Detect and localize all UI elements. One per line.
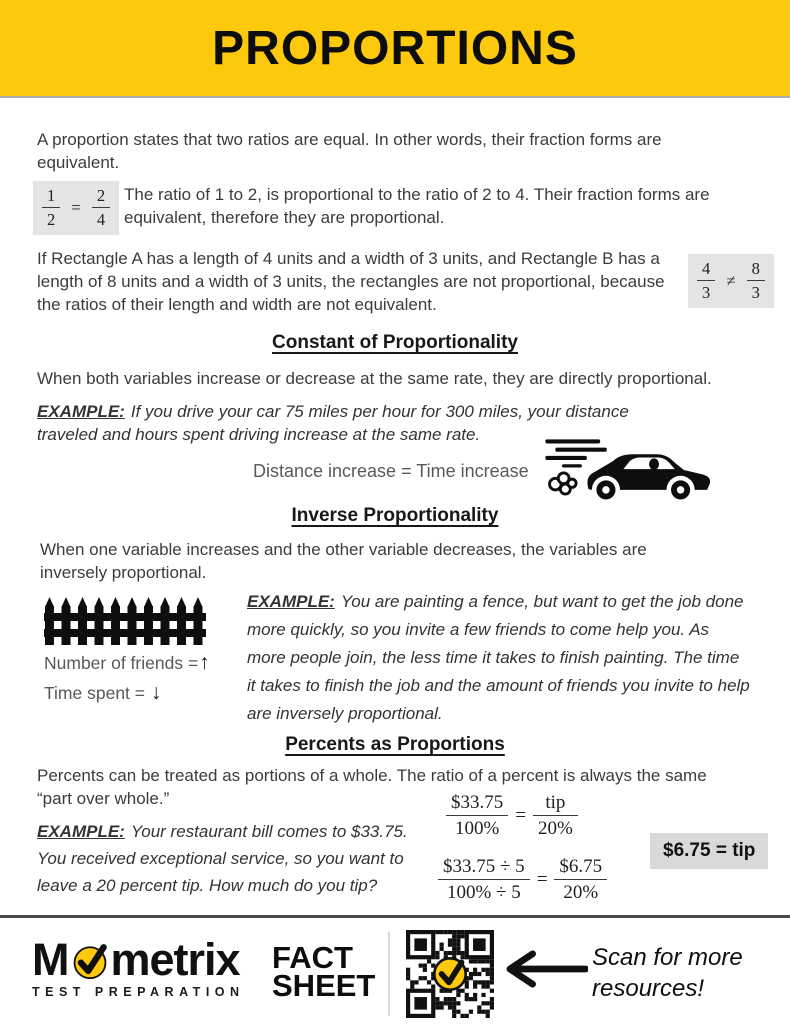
fraction [697, 259, 715, 303]
intro-paragraph: A proportion states that two ratios are equal. In other words, their fraction forms are equivalent. [37, 130, 662, 172]
example-text: If you drive your car 75 miles per hour for 300 miles, your distance traveled and hours spent driving increase at the same rate. [37, 402, 629, 444]
fraction-numerator: 2 [92, 186, 110, 208]
footer-divider [0, 915, 790, 918]
fraction-numerator: 8 [747, 259, 765, 281]
fact-sheet-label: FACT SHEET [272, 940, 376, 1003]
fraction [438, 856, 530, 904]
car-icon [540, 436, 715, 509]
fraction [446, 792, 508, 840]
left-arrow-icon [502, 950, 588, 993]
example-label: EXAMPLE: [37, 822, 125, 841]
logo-text-m: M [32, 934, 69, 985]
fraction [554, 856, 607, 904]
time-decrease-label: Time spent = ↓ [44, 681, 162, 704]
answer-box: $6.75 = tip [650, 833, 768, 869]
qr-code-icon [406, 930, 494, 1018]
fraction-numerator: $33.75 ÷ 5 [438, 856, 530, 880]
inverse-example [247, 588, 752, 728]
fence-icon [44, 596, 206, 651]
tip-proportion-equation [446, 792, 578, 840]
distance-time-equation: Distance increase = Time increase [253, 461, 529, 481]
example-text: Your restaurant bill comes to $33.75. You received exceptional service, so you want to leave a 20 percent tip. How much do you tip? [37, 822, 408, 895]
header-banner [0, 0, 790, 98]
ratio-explanation: The ratio of 1 to 2, is proportional to the ratio of 2 to 4. Their fraction forms are equivalent, therefore they are proportional. [124, 185, 710, 227]
logo-subtitle: TEST PREPARATION [32, 985, 245, 999]
down-arrow-icon: ↓ [150, 681, 162, 704]
relation-symbol: ≠ [726, 271, 736, 290]
check-circle-icon [70, 938, 110, 982]
fraction [533, 792, 578, 840]
relation-symbol: = [515, 805, 526, 826]
constant-paragraph: When both variables increase or decrease at the same rate, they are directly proportional. [37, 369, 712, 388]
fraction-box-half-equals [33, 181, 119, 235]
heading-inverse-proportionality: Inverse Proportionality [291, 505, 499, 526]
example-label: EXAMPLE: [247, 592, 335, 611]
heading-constant-of-proportionality: Constant of Proportionality [272, 332, 518, 353]
example-label: EXAMPLE: [37, 402, 125, 421]
fraction-numerator: 1 [42, 186, 60, 208]
scan-for-more-text: Scan for more resources! [592, 944, 743, 1002]
percents-paragraph: Percents can be treated as portions of a whole. The ratio of a percent is always the same “part over whole.” [37, 766, 707, 808]
friends-increase-label: Number of friends =↑ [44, 651, 210, 674]
footer-vertical-divider [388, 932, 390, 1016]
fraction-denominator: 20% [563, 882, 599, 903]
relation-symbol: = [71, 198, 81, 217]
fraction-denominator: 100% [454, 818, 500, 839]
fraction-box-not-equal [688, 254, 774, 308]
fraction-denominator: 20% [537, 818, 573, 839]
fraction [747, 259, 765, 303]
tip-solution-equation [438, 856, 607, 904]
relation-symbol: = [536, 869, 548, 890]
fraction-denominator: 3 [751, 283, 760, 302]
page-title: PROPORTIONS [212, 21, 578, 75]
inverse-paragraph: When one variable increases and the other variable decreases, the variables are inversely proportional. [40, 540, 647, 582]
rectangle-paragraph: If Rectangle A has a length of 4 units and a width of 3 units, and Rectangle B has a length of 8 units and a width of 3 units, the rectangles are not proportional, because the ratios of their length and width are not equivalent. [37, 249, 665, 314]
fraction-denominator: 3 [702, 283, 711, 302]
fraction [42, 186, 60, 230]
fraction-numerator: 4 [697, 259, 715, 281]
fraction-numerator: $6.75 [554, 856, 607, 880]
fraction-denominator: 100% ÷ 5 [446, 882, 521, 903]
logo-text-metrix: metrix [110, 934, 240, 985]
fraction-numerator: tip [533, 792, 578, 816]
heading-percents-as-proportions: Percents as Proportions [285, 734, 505, 755]
fraction-denominator: 2 [47, 210, 56, 229]
fraction [92, 186, 110, 230]
fraction-denominator: 4 [96, 210, 106, 229]
example-text: You are painting a fence, but want to get the job done more quickly, so you invite a few friends to come help you. As more people join, the less time it takes to finish painting. The time it takes to finish the job and the amount of friends you invite to help are inversely proportional. [247, 592, 750, 723]
percents-example [37, 818, 422, 899]
mometrix-logo [32, 934, 245, 999]
fraction-numerator: $33.75 [446, 792, 508, 816]
up-arrow-icon: ↑ [199, 651, 210, 674]
